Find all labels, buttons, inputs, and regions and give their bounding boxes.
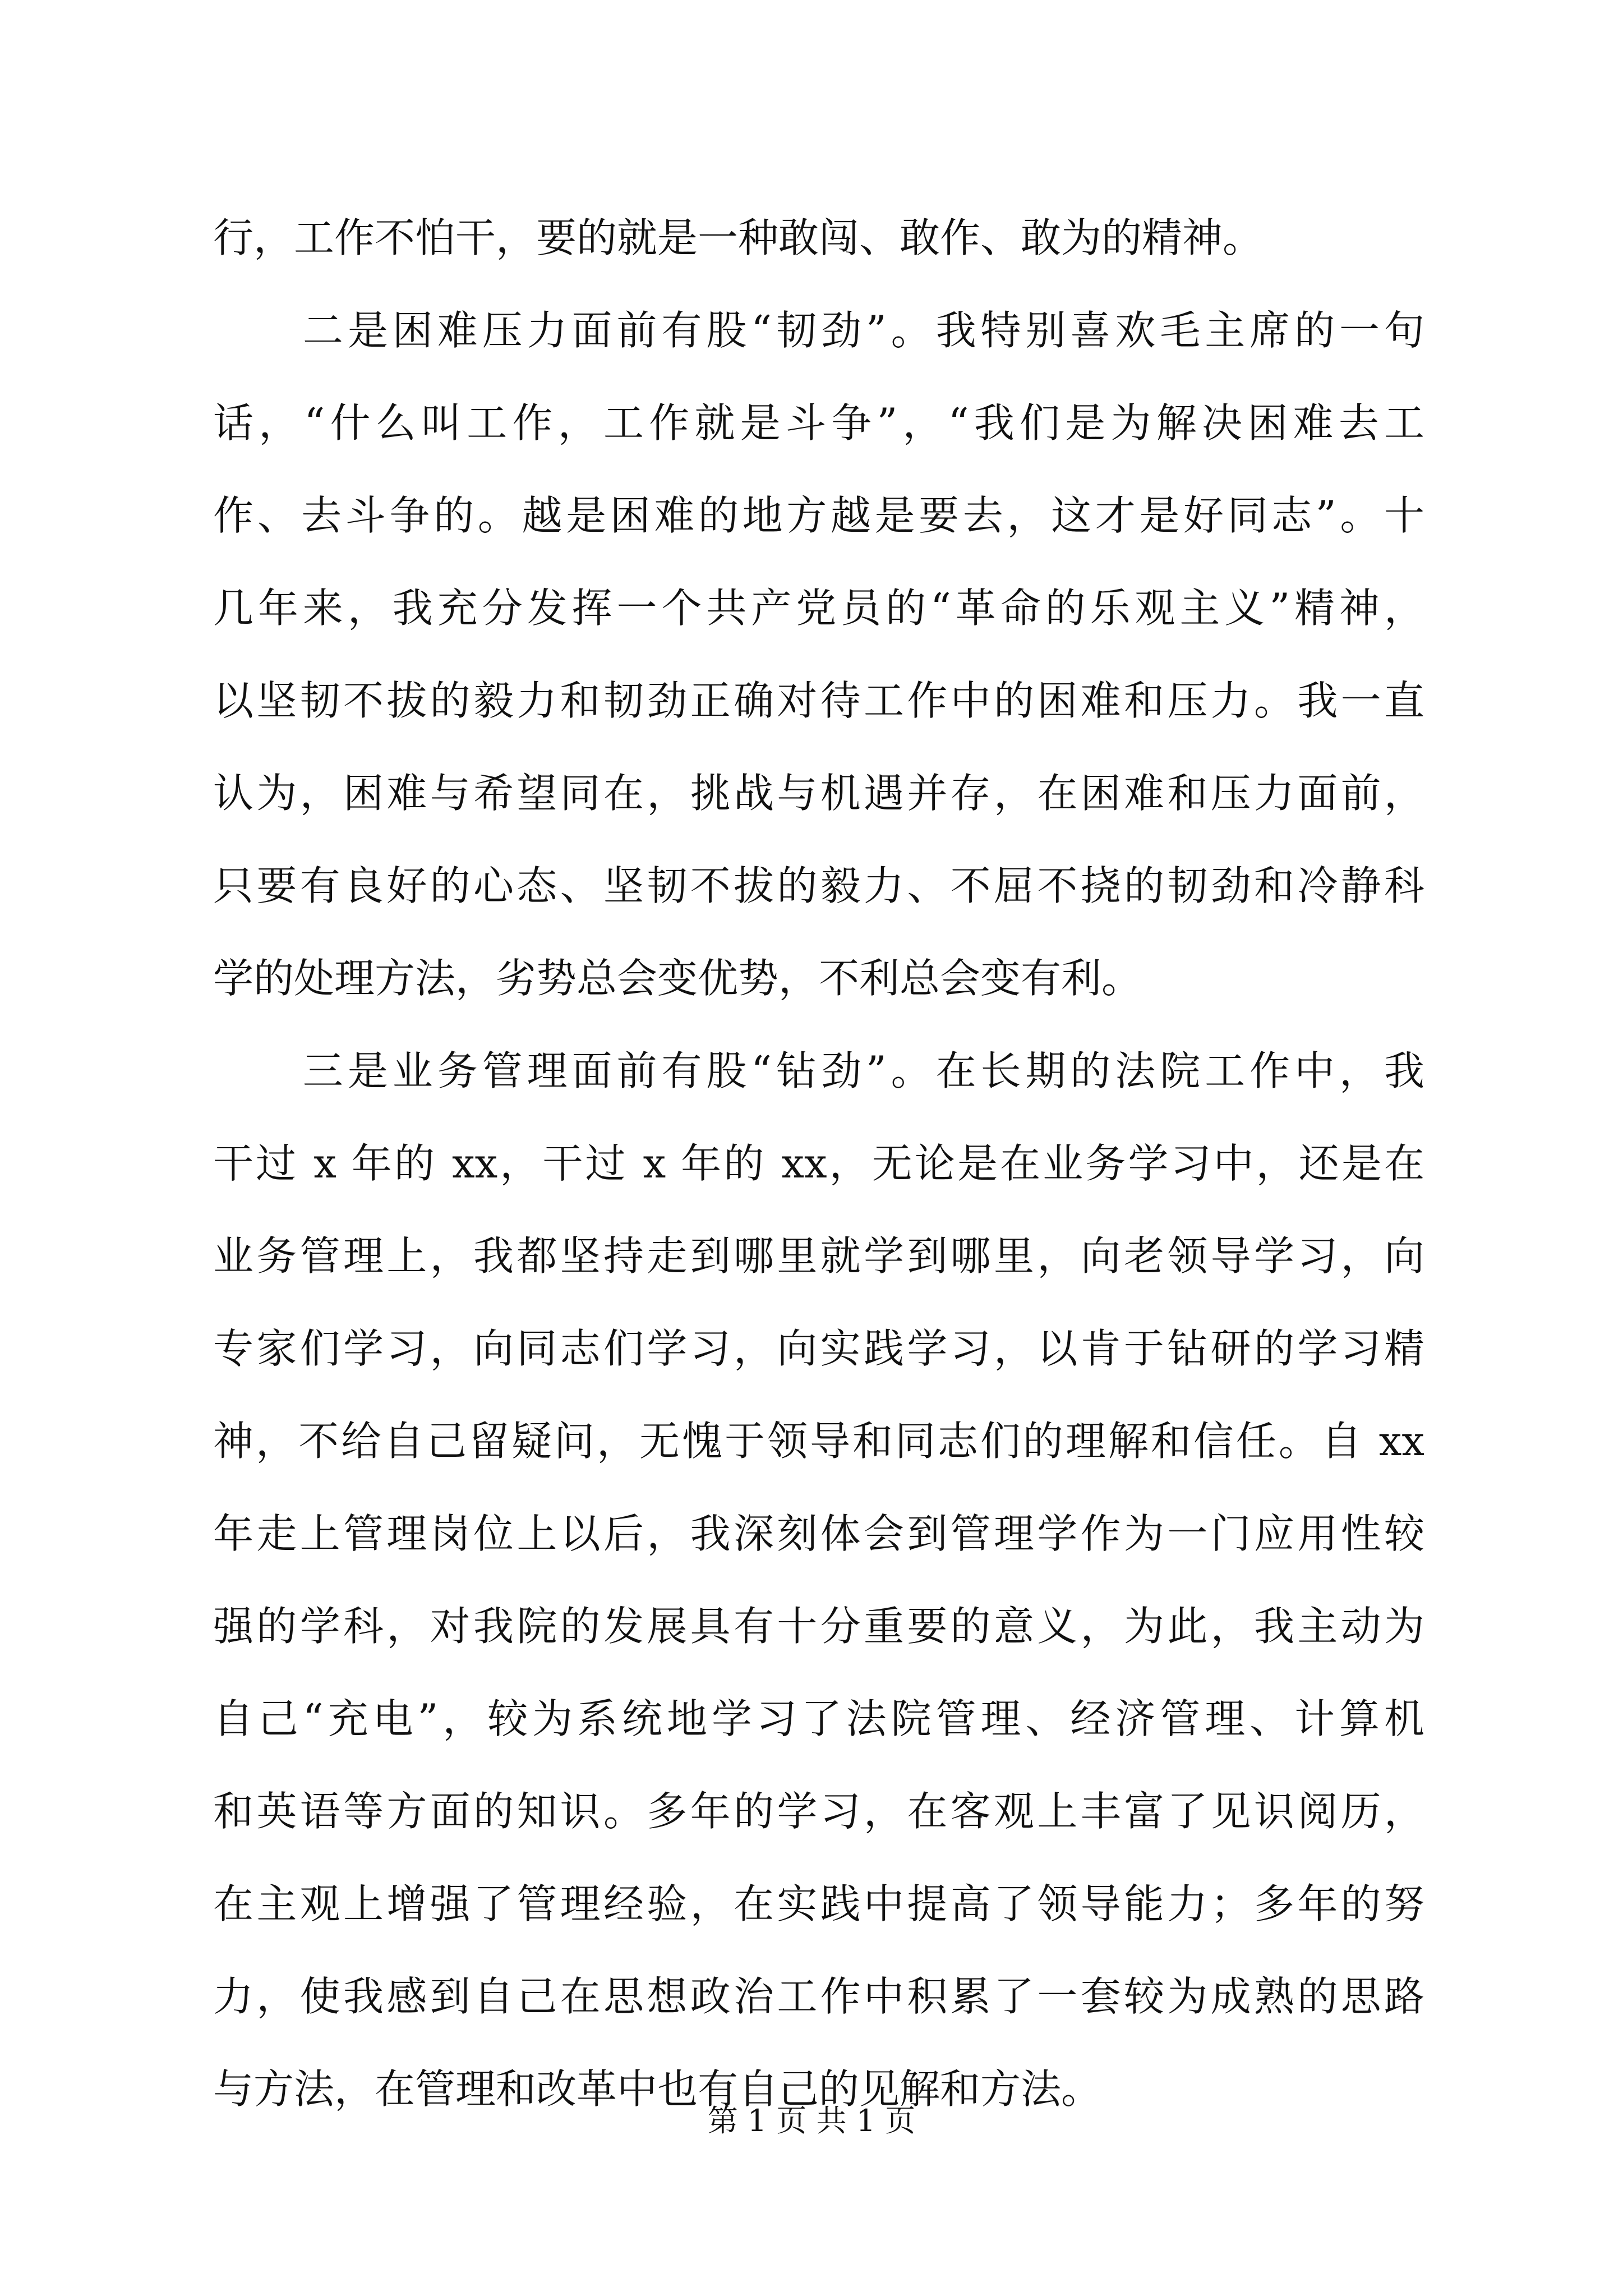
text-line: 几年来，我充分发挥一个共产党员的“革命的乐观主义”精神，	[213, 585, 1424, 632]
text-line: 业务管理上，我都坚持走到哪里就学到哪里，向老领导学习，向	[213, 1232, 1424, 1280]
text-line: 学的处理方法，劣势总会变优势，不利总会变有利。	[213, 955, 1142, 1002]
text-line: 话，“什么叫工作，工作就是斗争”，“我们是为解决困难去工	[213, 399, 1424, 447]
text-line: 干过 x 年的 xx，干过 x 年的 xx，无论是在业务学习中，还是在	[213, 1140, 1424, 1187]
text-line: 力，使我感到自己在思想政治工作中积累了一套较为成熟的思路	[213, 1973, 1424, 2020]
text-line: 三是业务管理面前有股“钻劲”。在长期的法院工作中，我	[213, 1047, 1424, 1094]
text-line: 和英语等方面的知识。多年的学习，在客观上丰富了见识阅历，	[213, 1788, 1424, 1835]
text-line: 神，不给自己留疑问，无愧于领导和同志们的理解和信任。自 xx	[213, 1418, 1424, 1465]
text-line: 在主观上增强了管理经验，在实践中提高了领导能力；多年的努	[213, 1880, 1424, 1927]
text-line: 自己“充电”，较为系统地学习了法院管理、经济管理、计算机	[213, 1695, 1424, 1742]
text-line: 强的学科，对我院的发展具有十分重要的意义，为此，我主动为	[213, 1603, 1424, 1650]
text-line: 作、去斗争的。越是困难的地方越是要去，这才是好同志”。十	[213, 492, 1424, 539]
text-line: 只要有良好的心态、坚韧不拔的毅力、不屈不挠的韧劲和冷静科	[213, 862, 1424, 909]
text-line: 与方法，在管理和改革中也有自己的见解和方法。	[213, 2065, 1102, 2113]
text-line: 专家们学习，向同志们学习，向实践学习，以肯于钻研的学习精	[213, 1325, 1424, 1372]
text-line: 以坚韧不拔的毅力和韧劲正确对待工作中的困难和压力。我一直	[213, 677, 1424, 724]
text-line: 行，工作不怕干，要的就是一种敢闯、敢作、敢为的精神。	[213, 214, 1264, 261]
page-footer: 第 1 页 共 1 页	[707, 2103, 916, 2138]
text-line: 年走上管理岗位上以后，我深刻体会到管理学作为一门应用性较	[213, 1510, 1424, 1557]
text-line: 认为，困难与希望同在，挑战与机遇并存，在困难和压力面前，	[213, 770, 1424, 817]
text-line: 二是困难压力面前有股“韧劲”。我特别喜欢毛主席的一句	[213, 307, 1424, 354]
